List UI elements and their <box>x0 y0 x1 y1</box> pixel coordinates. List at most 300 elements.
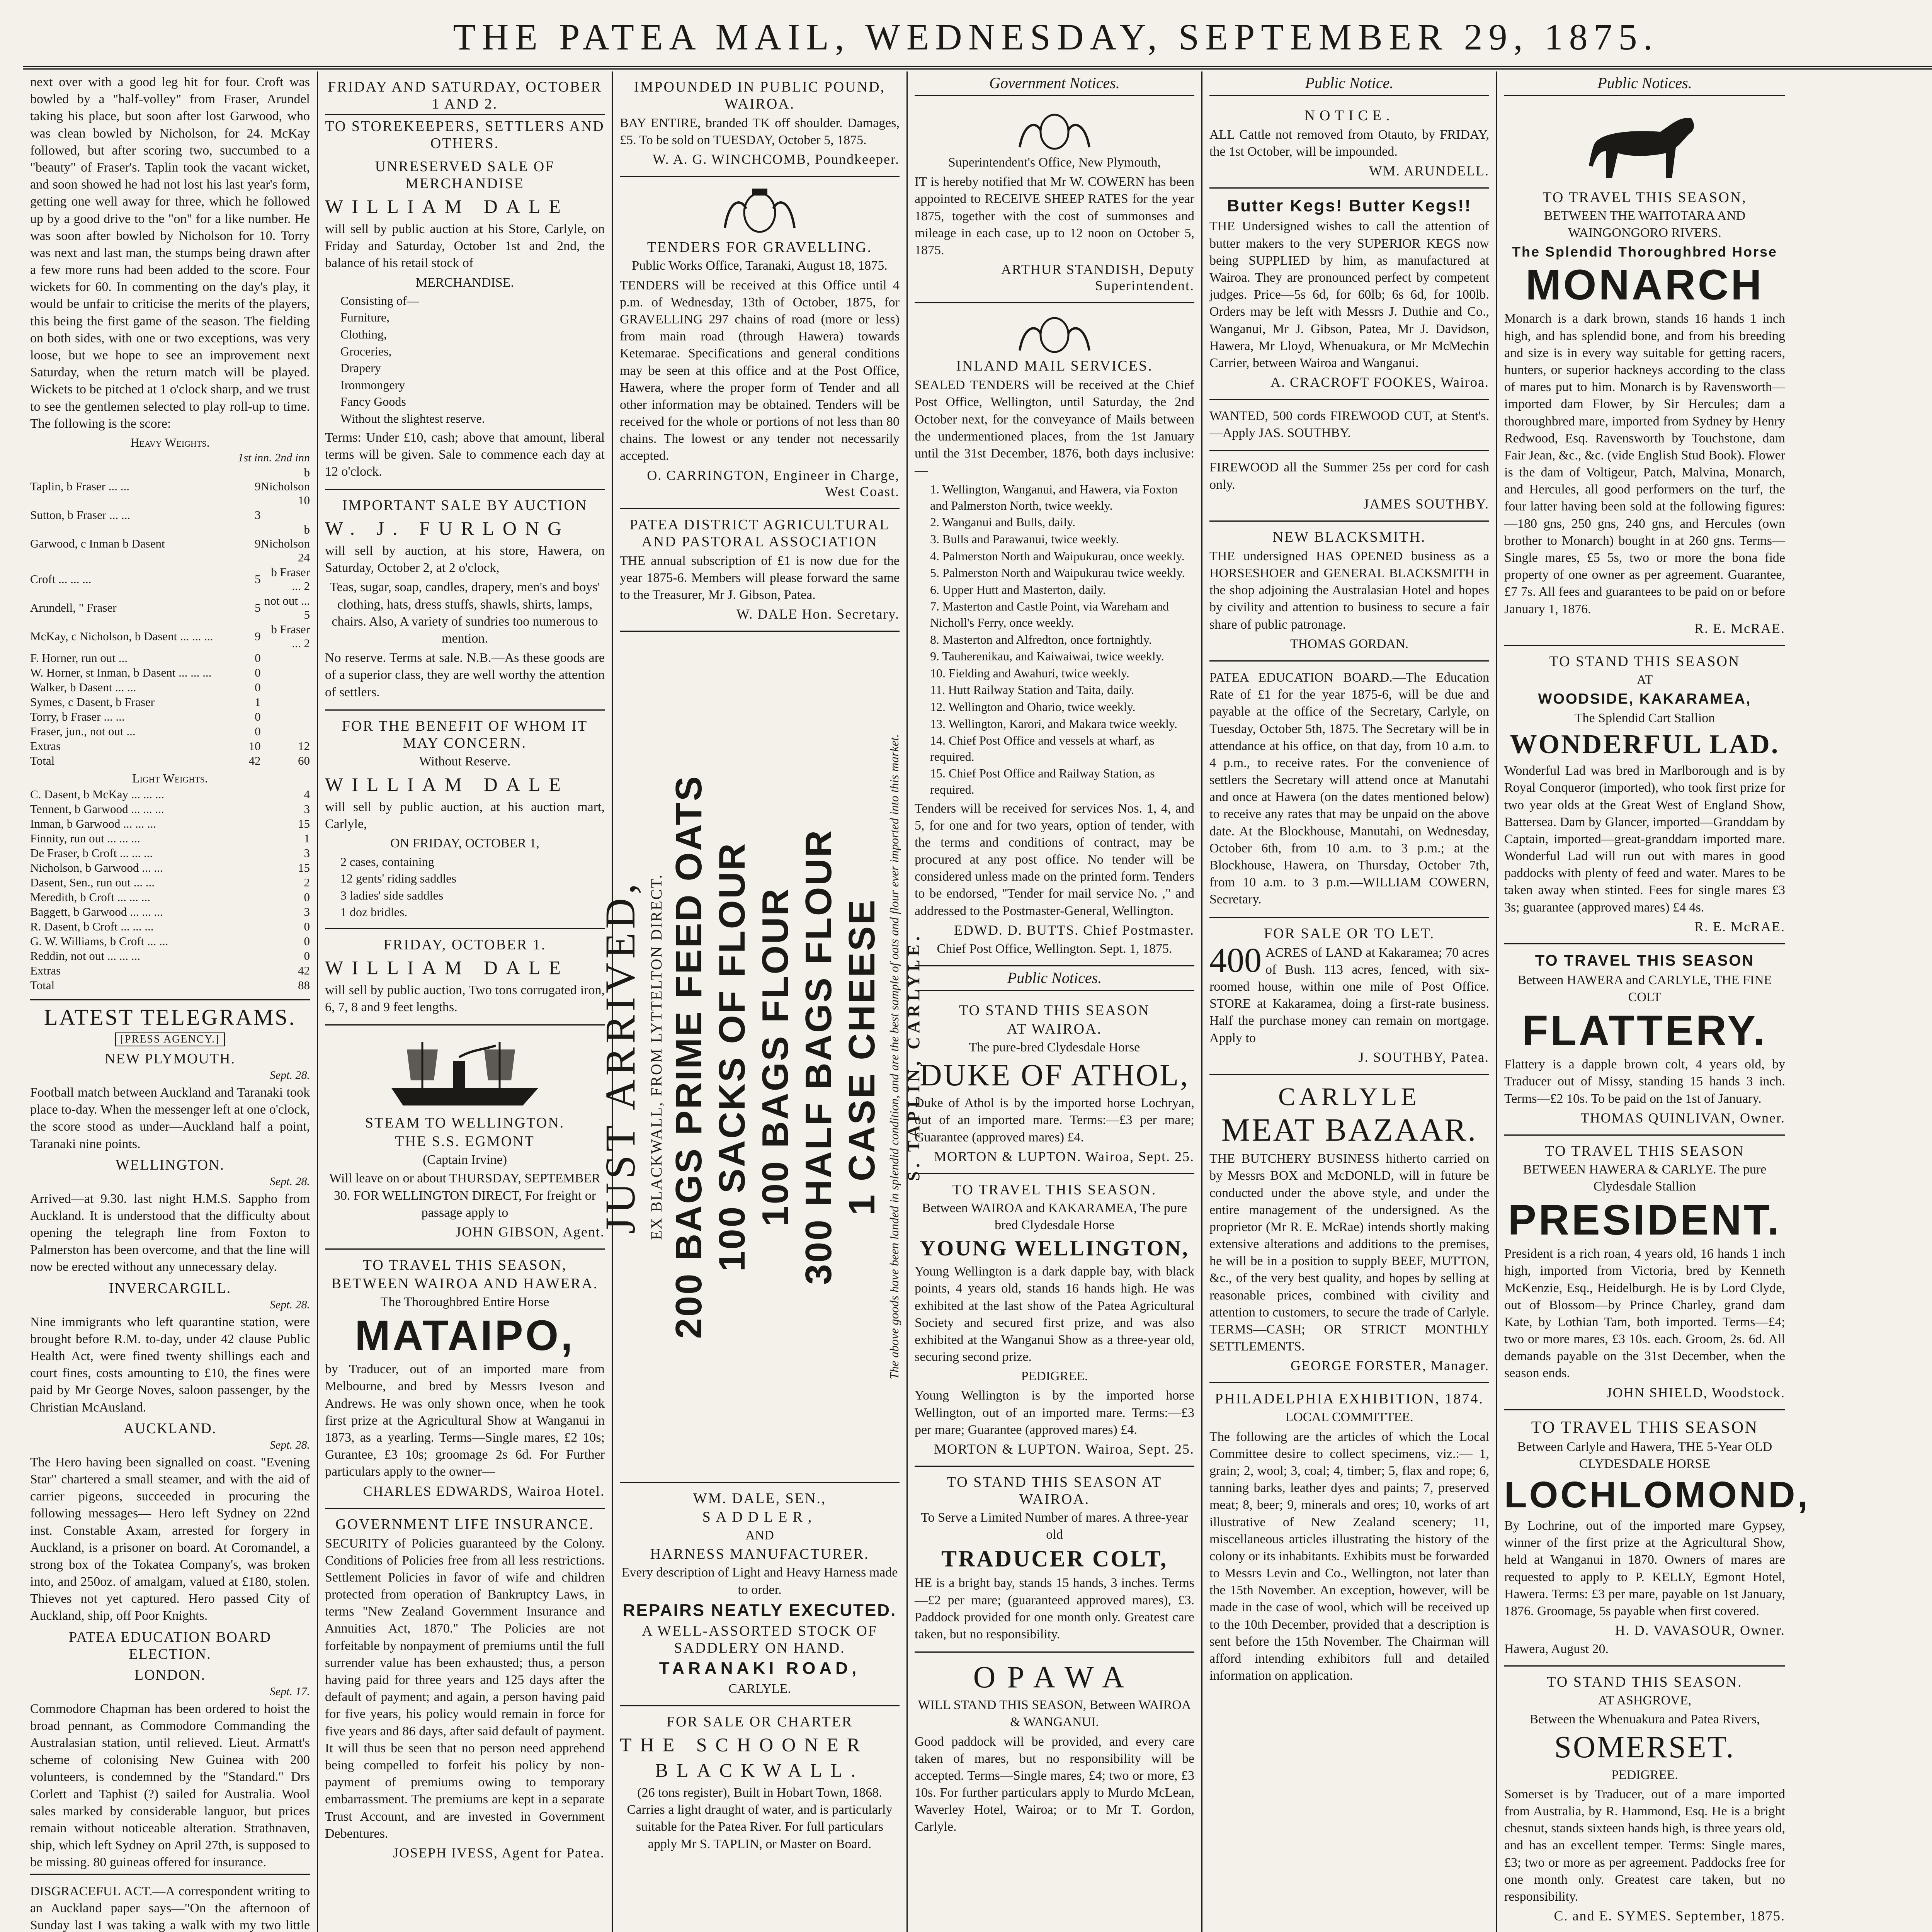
mail-text: SEALED TENDERS will be received at the Chief Post Office, Wellington, until Saturday, the 2nd October next, for the conveyance of Mails between the undermentioned places, from the 1st January until the 31st December, 1876, both days inclusive:— <box>915 378 1194 478</box>
column-2 <box>318 71 613 1932</box>
mataipo-to: TO TRAVEL THIS SEASON, <box>362 1257 567 1273</box>
heavy-weights-table <box>30 465 310 768</box>
smith-head: NEW BLACKSMITH. <box>1272 529 1426 545</box>
wl-place: WOODSIDE, KAKARAMEA, <box>1538 690 1752 707</box>
smith-text: THE undersigned HAS OPENED business as a HORSESHOER and GENERAL BLACKSMITH in the shop adjoining the Australasian Hotel and hopes by civility and attention to business to secure a fair share of public patronage. <box>1209 549 1489 632</box>
pr-name: PRESIDENT. <box>1508 1196 1782 1244</box>
lo-to: TO TRAVEL THIS SEASON <box>1531 1417 1759 1437</box>
sale1-head: UNRESERVED SALE OF MERCHANDISE <box>375 158 555 192</box>
saddler-trade: SADDLER, <box>702 1509 817 1526</box>
score-second <box>261 724 310 739</box>
telegram-place: WELLINGTON. <box>116 1156 224 1173</box>
mail-head: INLAND MAIL SERVICES. <box>956 358 1153 374</box>
trad-name: TRADUCER COLT, <box>941 1546 1168 1572</box>
telegram-place: INVERCARGILL. <box>109 1280 231 1296</box>
list-item: Consisting of— <box>340 293 419 308</box>
steam-ship: THE S.S. EGMONT <box>395 1133 535 1150</box>
royal-arms-icon <box>620 185 900 236</box>
v-line: 100 SACKS OF FLOUR <box>711 842 753 1272</box>
column-4 <box>908 71 1202 1932</box>
ad-merchandise-sale <box>325 71 605 490</box>
fl-between: Between HAWERA and CARLYLE, THE FINE COLT <box>1517 973 1772 1004</box>
crest-icon-2 <box>915 312 1194 354</box>
list-item: 5. Palmerston North and Waipukurau twice weekly. <box>930 566 1185 580</box>
score-second: not out ... 5 <box>264 594 310 621</box>
trad-to: TO STAND THIS SEASON AT WAIROA. <box>947 1474 1162 1508</box>
steam-capt: (Captain Irvine) <box>422 1153 507 1167</box>
wl-name: WONDERFUL LAD. <box>1510 730 1780 760</box>
agri-head: PATEA DISTRICT AGRICULTURAL AND PASTORAL ASSOCIATION <box>629 516 890 550</box>
table-row <box>30 875 310 890</box>
sheep-sign: ARTHUR STANDISH, Deputy Superintendent. <box>1001 262 1194 294</box>
score-name: Meredith, b Croft ... ... ... <box>30 890 150 904</box>
score-first: 10 <box>248 739 261 753</box>
ad-flattery <box>1504 944 1785 1136</box>
score-first: 1 <box>304 831 310 845</box>
list-item: 1. Wellington, Wanganui, and Hawera, via Foxton and Palmerston North, twice weekly. <box>930 482 1178 512</box>
ad-firewood-sale <box>1209 451 1489 521</box>
table-row <box>30 739 310 753</box>
athol-sub: The pure-bred Clydesdale Horse <box>969 1040 1140 1055</box>
light-weights-table <box>30 787 310 993</box>
sale1-text: will sell by public auction at his Store, Carlyle, on Friday and Saturday, October 1st and 2nd, the balance of his retail stock of <box>325 222 605 270</box>
score-first: 15 <box>298 861 310 874</box>
sale2-text: will sell by auction, at his store, Hawera, on Saturday, October 2, at 2 o'clock, <box>325 544 605 575</box>
score-second: b Nicholson 10 <box>260 465 310 507</box>
ad-just-arrived <box>597 632 923 1483</box>
score-name: W. Horner, st Inman, b Dasent ... ... ... <box>30 665 212 679</box>
telegram-text: The Hero having been signalled on coast. "Evening Star" chartered a small steamer, and with the aid of carrier pigeons, succeeded in procuring the following messages— Hero left Sydney on 22nd inst. Constable Axam, arrested for forgery in Auckland, is a prisoner on board. At Coromandel, a strong box of the Tokatea Company's, was broken into, and 250oz. of amalgam, valued at £180, stolen. Thieves not yet captured. Hero passed City of Auckland, ship, off Poor Knights. <box>30 1455 310 1623</box>
score-first: 3 <box>255 508 261 522</box>
public-notices-head: Public Notices. <box>915 966 1194 991</box>
table-row <box>30 919 310 934</box>
score-first: 1 <box>255 695 261 709</box>
score-first: 4 <box>304 787 310 801</box>
schooner-head: FOR SALE OR CHARTER <box>666 1713 853 1730</box>
so-pedigree: PEDIGREE. <box>1611 1767 1678 1782</box>
ins-text: SECURITY of Policies guaranteed by the Colony. Conditions of Policies free from all less restrictions. Settlement Policies in favor of wife and children protected from operation of Bankruptcy Laws, in terms "New Zealand Government Insurance and Annuities Act, 1870." The Policies are not forfeitable by nonpayment of premiums until the full surrender value has been exhausted; thus, a person having paid for three years and 125 days after the default of payment; and again, a person having paid for five years, his policy would remain in force for five years and 86 days, after said default of payment. It will thus be seen that no person need apprehend being compelled to forfeit his policy by non-payment of premiums owing to temporary embarrassment. The premiums are kept in a separate Trust Account, and are invested in Government Debentures. <box>325 1536 605 1841</box>
telegram-text: Commodore Chapman has been ordered to hoist the broad pennant, as Commodore Commanding the Australasian station, until relieved. Lieut. Armatt's scheme of colonising New Guinea with 200 volunteers, is condemned by the "Standard." Drs Corlett and Taphist (?) sailed for Australia. Wool sales marked by considerable languor, but prices remain without noticeable alteration. Strathnaven, ship, which left Sydney on April 27th, is supposed to be missing. 80 guineas offered for insurance. <box>30 1701 310 1870</box>
score-name: Inman, b Garwood ... ... ... <box>30 816 156 830</box>
score-name: Fraser, jun., not out ... <box>30 724 136 738</box>
v-sub: EX BLACKWALL, FROM LYTTELTON DIRECT. <box>648 874 665 1240</box>
disgraceful-text: DISGRACEFUL ACT.—A correspondent writing to an Auckland paper says—"On the afternoon of Sunday last I was taking a walk with my two little <box>30 1884 310 1932</box>
phil-head: PHILADELPHIA EXHIBITION, 1874. <box>1215 1391 1484 1407</box>
saddler-trade2: HARNESS MANUFACTURER. <box>650 1546 869 1563</box>
ad-inland-mail <box>915 303 1194 966</box>
score-name: Baggett, b Garwood ... ... ... <box>30 905 163 918</box>
lo-name: LOCHLOMOND, <box>1504 1474 1810 1515</box>
bazaar-sign: GEORGE FORSTER, Manager. <box>1291 1358 1489 1374</box>
score-name: Extras <box>30 739 61 753</box>
table-row <box>30 594 310 622</box>
score-name: Reddin, not out ... ... ... <box>30 949 141 963</box>
score-second <box>261 651 310 665</box>
score-second: b Fraser ... 2 <box>271 622 310 650</box>
ad-saddler <box>620 1483 900 1706</box>
land-body <box>1209 941 1489 1047</box>
list-item: 13. Wellington, Karori, and Makara twice weekly. <box>930 716 1177 731</box>
list-item: 12 gents' riding saddles <box>340 871 456 886</box>
score-name: Walker, b Dasent ... ... <box>30 680 136 694</box>
telegram-item <box>30 1050 310 1153</box>
list-item: 9. Tauherenikau, and Kaiwaiwai, twice weekly. <box>930 649 1164 663</box>
bazaar-head: CARLYLE <box>1278 1082 1420 1111</box>
table-row <box>30 831 310 846</box>
telegram-date: Sept. 28. <box>269 1175 310 1188</box>
ad-furlong-auction <box>325 490 605 711</box>
sale1-terms: Terms: Under £10, cash; above that amount, liberal terms will be given. Sale to commence each day at 12 o'clock. <box>325 430 605 479</box>
table-row <box>30 522 310 565</box>
score-name: C. Dasent, b McKay ... ... ... <box>30 787 164 801</box>
score-first: 42 <box>298 963 310 977</box>
horse-icon <box>1504 109 1785 186</box>
v-foot: The above goods have been landed in splendid condition, and are the best sample of oats and flour ever imported into this market. <box>887 734 901 1380</box>
sale3-date: ON FRIDAY, OCTOBER 1, <box>390 836 539 851</box>
columns <box>23 71 1932 1932</box>
press-agency: [PRESS AGENCY.] <box>115 1032 225 1046</box>
v-line: 200 BAGS PRIME FEED OATS <box>668 775 709 1339</box>
table-row <box>30 622 310 651</box>
score-first: 42 <box>248 753 261 767</box>
table-row <box>30 709 310 724</box>
sale3-items <box>325 854 605 920</box>
score-first: 9 <box>255 536 261 550</box>
gov-notices-head: Government Notices. <box>915 71 1194 96</box>
athol-name: DUKE OF ATHOL, <box>919 1058 1190 1093</box>
saddler-repairs: REPAIRS NEATLY EXECUTED. <box>622 1600 897 1620</box>
fl-name: FLATTERY. <box>1522 1007 1767 1055</box>
notice-text: ALL Cattle not removed from Otauto, by FRIDAY, the 1st October, will be impounded. <box>1209 128 1489 159</box>
ad-butter-kegs <box>1209 189 1489 400</box>
column-1 <box>23 71 318 1932</box>
ad-land-sale <box>1209 918 1489 1075</box>
list-item: 3. Bulls and Parawanui, twice weekly. <box>930 532 1119 546</box>
ad-meat-bazaar <box>1209 1075 1489 1384</box>
list-item: 11. Hutt Railway Station and Taita, daily. <box>930 683 1134 697</box>
table-row <box>30 816 310 831</box>
score-name: Tennent, b Garwood ... ... ... <box>30 802 164 816</box>
agri-sign: W. DALE Hon. Secretary. <box>736 606 900 622</box>
score-first: 0 <box>304 919 310 933</box>
telegram-item <box>30 1629 310 1663</box>
v-sign: S. TAPLIN, CARLYLE. <box>904 932 923 1181</box>
wl-sign: R. E. McRAE. <box>1694 918 1785 934</box>
sale2-name: W. J. FURLONG <box>325 517 570 539</box>
trad-text: HE is a bright bay, stands 15 hands, 3 inches. Terms—£2 per mare; (guaranteed approved mares), £3. Paddock provided for one month only. Greatest care taken, but no responsibility. <box>915 1576 1194 1641</box>
yw-text: Young Wellington is a dark dapple bay, with black points, 4 years old, stands 16 hands high. He was exhibited at the last show of the Patea Agricultural Society and secured first prize, and was also exhibited at the Wanganui Show as a three-year old, securing second prize. <box>915 1264 1194 1364</box>
telegram-item <box>30 1667 310 1871</box>
ad-cattle-notice <box>1209 100 1489 189</box>
schooner-name: BLACKWALL. <box>655 1759 864 1781</box>
telegram-text: Football match between Auckland and Taranaki took place to-day. When the messenger left at one o'clock, the score stood as under—Auckland half a point, Taranaki nine points. <box>30 1085 310 1151</box>
sheep-office: Superintendent's Office, New Plymouth, <box>948 155 1161 170</box>
list-item: 8. Masterton and Alfredton, once fortnightly. <box>930 632 1152 646</box>
mail-list <box>915 481 1194 798</box>
mataipo-text: by Traducer, out of an imported mare from Melbourne, and bred by Messrs Iveson and Andrews. He was only shown once, when he took first prize at the Agricultural Show at Wanganui in 1873, as a yearling. Terms—Single mares, £2 10s; Gurantee, £3 10s; groomage 2s 6d. For Further particulars apply to the owner— <box>325 1362 605 1479</box>
fire-text: WANTED, 500 cords FIREWOOD CUT, at Stent's.—Apply JAS. SOUTHBY. <box>1209 409 1489 440</box>
sale1-name: WILLIAM DALE <box>325 196 569 217</box>
saddler-road: TARANAKI ROAD, <box>659 1658 861 1678</box>
sale1-merch: MERCHANDISE. <box>415 275 514 290</box>
agri-text: THE annual subscription of £1 is now due for the year 1875-6. Members will please forward the same to the Treasurer, Mr J. Gibson, Patea. <box>620 553 900 602</box>
disgraceful-act <box>30 1874 310 1932</box>
grav-office: Public Works Office, Taranaki, August 18, 1875. <box>632 259 888 273</box>
saddler-and: AND <box>745 1528 774 1543</box>
ad-opawa <box>915 1653 1194 1844</box>
lo-date: Hawera, August 20. <box>1504 1642 1609 1656</box>
score-name: De Fraser, b Croft ... ... ... <box>30 846 153 860</box>
list-item: Drapery <box>340 361 381 375</box>
athol-to: TO STAND THIS SEASON <box>959 1002 1150 1019</box>
score-first: 3 <box>304 846 310 860</box>
land-sign: J. SOUTHBY, Patea. <box>1358 1049 1489 1065</box>
table-row <box>30 465 310 508</box>
opawa-name: OPAWA <box>973 1660 1136 1695</box>
mail-sign: EDWD. D. BUTTS. Chief Postmaster. <box>954 922 1194 938</box>
so-at: AT ASHGROVE, <box>1598 1693 1692 1708</box>
telegram-date: Sept. 28. <box>269 1438 310 1451</box>
sale3-head: FOR THE BENEFIT OF WHOM IT MAY CONCERN. <box>342 718 588 751</box>
score-first: 9 <box>255 629 261 643</box>
athol-text: Duke of Athol is by the imported horse Lochryan, out of an imported mare. Terms:—£3 per mare; Guarantee (approved mares) £4. <box>915 1096 1194 1145</box>
list-item: Furniture, <box>340 310 390 325</box>
mon-between: BETWEEN THE WAITOTARA AND WAINGONGORO RIVERS. <box>1544 209 1746 240</box>
score-name: G. W. Williams, b Croft ... ... <box>30 934 168 948</box>
ad-firewood-wanted <box>1209 400 1489 451</box>
list-item: 2. Wanganui and Bulls, daily. <box>930 515 1076 529</box>
yw-between: Between WAIROA and KAKARAMEA, The pure bred Clydesdale Horse <box>922 1201 1187 1232</box>
list-item: 10. Fielding and Awahuri, twice weekly. <box>930 666 1129 680</box>
schooner-text: (26 tons register), Built in Hobart Town, 1868. Carries a light draught of water, and is particularly suitable for the Patea River. For full particulars apply Mr S. TAPLIN, or Master on Board. <box>627 1785 893 1851</box>
score-name: Sutton, b Fraser ... ... <box>30 508 131 522</box>
table-row <box>30 861 310 875</box>
ad-iron-sale <box>325 929 605 1026</box>
ad-president <box>1504 1136 1785 1410</box>
v-line: 1 CASE CHEESE <box>841 898 883 1216</box>
ad-insurance <box>325 1509 605 1869</box>
score-first: 0 <box>304 949 310 963</box>
telegram-text: Arrived—at 9.30. last night H.M.S. Sappho from Auckland. It is understood that the difficulty about opening the telegraph line from Foxton to Palmerston has been overcome, and that the line will now be erected without any unnecessary delay. <box>30 1191 310 1274</box>
ad-monarch <box>1504 100 1785 646</box>
score-first: 0 <box>304 934 310 948</box>
saddler-stock: A WELL-ASSORTED STOCK OF SADDLERY ON HAND. <box>642 1622 878 1656</box>
table-row <box>30 508 310 522</box>
table-row <box>30 949 310 963</box>
score-first: 3 <box>304 802 310 816</box>
list-item: 12. Wellington and Ohario, twice weekly. <box>930 699 1136 714</box>
score-first: 88 <box>298 978 310 992</box>
sale4-date: FRIDAY, OCTOBER 1. <box>383 936 546 953</box>
list-item: 15. Chief Post Office and Railway Station, as required. <box>930 766 1155 796</box>
so-text: Somerset is by Traducer, out of a mare imported from Australia, by R. Hammond, Esq. He is a bright chesnut, stands sixteen hands high, is three years old, and has an excellent temper. Terms: Single mares, £3; two or more as per agreement. Paddocks free for one month only. Greatest care taken, but no responsibility. <box>1504 1787 1785 1904</box>
light-weights-title: Light Weights. <box>132 771 208 785</box>
score-first: 0 <box>304 890 310 904</box>
lo-sign: H. D. VAVASOUR, Owner. <box>1615 1622 1785 1638</box>
ad-saddles-sale <box>325 711 605 929</box>
score-second <box>261 680 310 695</box>
pr-between: BETWEEN HAWERA & CARLYE. The pure Clydesdale Stallion <box>1523 1162 1767 1194</box>
edu-text: PATEA EDUCATION BOARD.—The Education Rate of £1 for the year 1875-6, will be due and payable at the office of the Secretary, Carlyle, on Tuesday, October 5th, 1875. The Secretary will be in attendance at his office, on that day, from 10 a.m. to 4 p.m., to receive rates. For the convenience of settlers the Secretary will attend once at Manutahi and once at Hawera (on the dates mentioned below) to receive any rates that may be unpaid on the above date. At the Blockhouse, Manutahi, on Wednesday, October 6th, from 10 a.m. to 3 p.m.; at the Blockhouse, Hawera, on Thursday, October 7th, from 10 a.m. to 3 p.m.—WILLIAM COWERN, Secretary. <box>1209 670 1489 907</box>
masthead-title: THE PATEA MAIL, WEDNESDAY, SEPTEMBER 29, 1875. <box>453 16 1659 58</box>
bazaar-name: MEAT BAZAAR. <box>1221 1112 1478 1148</box>
sale1-items <box>325 293 605 427</box>
list-item: 1 doz bridles. <box>340 905 408 919</box>
fl-to: TO TRAVEL THIS SEASON <box>1535 952 1755 969</box>
list-item: Without the slightest reserve. <box>340 411 485 425</box>
table-row <box>30 890 310 905</box>
ad-sheep-rates <box>915 100 1194 303</box>
sale2-terms: No reserve. Terms at sale. N.B.—As these goods are of a superior class, they are well worthy the attention of settlers. <box>325 651 605 699</box>
so-to: TO STAND THIS SEASON. <box>1547 1674 1743 1690</box>
so-between: Between the Whenuakura and Patea Rivers, <box>1529 1712 1760 1726</box>
telegrams-title: LATEST TELEGRAMS. <box>30 999 310 1030</box>
land-head: FOR SALE OR TO LET. <box>1264 925 1435 942</box>
score-name: R. Dasent, b Croft ... ... ... <box>30 919 154 933</box>
phil-sub: LOCAL COMMITTEE. <box>1285 1410 1413 1425</box>
score-second <box>261 508 310 522</box>
telegram-place: AUCKLAND. <box>123 1420 217 1437</box>
ins-head: GOVERNMENT LIFE INSURANCE. <box>335 1516 594 1532</box>
athol-at: AT WAIROA. <box>1007 1021 1102 1037</box>
table-row <box>30 565 310 594</box>
score-name: Dasent, Sen., run out ... ... <box>30 875 155 889</box>
schooner-the: THE SCHOONER <box>620 1733 869 1755</box>
score-second: b Nicholson 24 <box>260 522 310 564</box>
score-first: 0 <box>255 665 261 679</box>
land-num: 400 <box>1209 941 1262 980</box>
telegram-item <box>30 1420 310 1625</box>
table-row <box>30 963 310 978</box>
score-first: 0 <box>255 651 261 665</box>
butter-text: THE Undersigned wishes to call the attention of butter makers to the very SUPERIOR KEGS now being SUPPLIED by him, as manufactured at Wairoa. They are pronounced perfect by competent judges. Price—5s 6d, for 60lb; 6s 6d, for 100lb. Orders may be left with Messrs J. Duthie and Co., Wanganui, Mr J. Gibson, Patea, Mr J. Davidson, Hawera, Mr Lloyd, Whenuakura, or Mr McMechin Carrier, between Wairoa and Wanganui. <box>1209 219 1489 370</box>
table-row <box>30 753 310 768</box>
ad-gravelling <box>620 177 900 509</box>
list-item: Clothing, <box>340 327 387 341</box>
steam-head: STEAM TO WELLINGTON. <box>365 1115 565 1131</box>
ad-schooner <box>620 1706 900 1861</box>
saddler-place: CARLYLE. <box>728 1681 791 1696</box>
ad-young-wellington <box>915 1174 1194 1467</box>
pound-sign: W. A. G. WINCHCOMB, Poundkeeper. <box>653 151 900 167</box>
score-name: Torry, b Fraser ... ... <box>30 709 125 723</box>
wl-at: AT <box>1636 672 1653 687</box>
score-first: 5 <box>255 572 261 586</box>
score-name: Taplin, b Fraser ... ... <box>30 479 129 493</box>
mon-to: TO TRAVEL THIS SEASON, <box>1543 189 1747 206</box>
list-item: Ironmongery <box>340 378 405 392</box>
sale1-to: TO STOREKEEPERS, SETTLERS AND OTHERS. <box>325 114 605 152</box>
v-title: JUST ARRIVED, <box>597 879 644 1234</box>
grav-head: TENDERS FOR GRAVELLING. <box>647 239 872 256</box>
mail-text2: Tenders will be received for services Nos. 1, 4, and 5, for one and for two years, option of tender, with the terms and conditions of contract, may be procured at any post office. No tender will be considered unless made on the printed form. Tenders to be endorsed, "Tender for mail service No. ," and addressed to the Postmaster-General, Wellington. <box>915 801 1194 918</box>
score-name: Total <box>30 753 55 767</box>
so-name: SOMERSET. <box>1554 1730 1735 1764</box>
lo-text: By Lochrine, out of the imported mare Gypsey, winner of the first prize at the Agricultural Show, held at Wanganui in 1870. Owners of mares are requested to apply to P. KELLY, Egmont Hotel, Hawera. Terms: £3 per mare, payable on 1st January, 1876. Groomage, 5s payable when first covered. <box>1504 1519 1785 1618</box>
grav-sign: O. CARRINGTON, Engineer in Charge, West Coast. <box>647 467 900 499</box>
table-row <box>30 978 310 993</box>
wl-sub: The Splendid Cart Stallion <box>1574 711 1715 725</box>
sale4-text: will sell by public auction, Two tons corrugated iron, 6, 7, 8 and 9 feet lengths. <box>325 983 605 1015</box>
score-second: 12 <box>298 739 310 753</box>
pr-to: TO TRAVEL THIS SEASON <box>1545 1143 1745 1159</box>
score-first: 15 <box>298 816 310 830</box>
list-item: 7. Masterton and Castle Point, via Wareham and Nicholl's Ferry, once weekly. <box>930 599 1169 629</box>
steam-text: Will leave on or about THURSDAY, SEPTEMBER 30. FOR WELLINGTON DIRECT, For freight or passage apply to <box>329 1171 600 1220</box>
telegram-text: Nine immigrants who left quarantine station, were brought before R.M. to-day, under 42 clause Public Health Act, were fined twenty shillings each and court fines, costs amounting to £10, the fines were paid by Mr George Noves, saloon passenger, by the Christian McAusland. <box>30 1315 310 1415</box>
crest-icon <box>915 109 1194 151</box>
grav-text: TENDERS will be received at this Office until 4 p.m. of Wednesday, 13th of October, 1875, for GRAVELLING 297 chains of road (more or less) from main road (through Hawera) towards Ketemarae. Specifications and general conditions may be seen at this office and at the Post Office, Hawera, where the proper form of Tender and all other information may be obtained. Tenders will be received for the whole or portions of not less than 80 chains. The lowest or any tender not necessarily accepted. <box>620 278 900 463</box>
table-row <box>30 802 310 816</box>
sale3-text: will sell by public auction, at his auction mart, Carlyle, <box>325 799 605 832</box>
score-first: 9 <box>255 479 261 493</box>
sale3-name: WILLIAM DALE <box>325 773 569 795</box>
telegram-place: PATEA EDUCATION BOARD ELECTION. <box>68 1629 272 1662</box>
fire2-sign: JAMES SOUTHBY. <box>1363 496 1489 512</box>
mon-sign: R. E. McRAE. <box>1694 620 1785 636</box>
notice-sign: WM. ARUNDELL. <box>1369 163 1489 179</box>
ad-somerset <box>1504 1667 1785 1932</box>
butter-sign: A. CRACROFT FOOKES, Wairoa. <box>1270 374 1489 390</box>
ad-mataipo <box>325 1250 605 1509</box>
mail-date: Chief Post Office, Wellington. Sept. 1, 1875. <box>937 941 1172 956</box>
score-second <box>261 709 310 724</box>
score-name: Extras <box>30 963 61 977</box>
score-first: 3 <box>304 905 310 918</box>
score-name: F. Horner, run out ... <box>30 651 128 665</box>
heavy-weights-title: Heavy Weights. <box>130 435 210 449</box>
score-name: Nicholson, b Garwood ... ... <box>30 861 163 874</box>
ad-wonderful-lad <box>1504 646 1785 944</box>
ad-traducer-colt <box>915 1467 1194 1653</box>
ad-blacksmith <box>1209 522 1489 662</box>
wl-text: Wonderful Lad was bred in Marlborough and is by Royal Conqueror (imported), who took first prize for two year olds at the Great West of England Show, Battersea. Dam by Glancer, imported—Granddam by Captain, imported—great-granddam imported mare. Wonderful Lad will run out with mares in good paddocks with plenty of feed and water. Mares to be taken away when stinted. Fees for single mares £3 3s; guarantee (approved mares) £4 4s. <box>1504 764 1785 915</box>
sheep-text: IT is hereby notified that Mr W. COWERN has been appointed to RECEIVE SHEEP RATES for the year 1875, together with the cost of summonses and mileage in each case, up to 12 noon on October 5, 1875. <box>915 175 1194 257</box>
telegram-date: Sept. 28. <box>269 1068 310 1082</box>
list-item: 4. Palmerston North and Waipukurau, once weekly. <box>930 549 1185 563</box>
sale2-head: IMPORTANT SALE BY AUCTION <box>342 497 588 514</box>
score-second: 60 <box>298 753 310 767</box>
column-6 <box>1497 71 1810 1932</box>
pound-head: IMPOUNDED IN PUBLIC POUND, WAIROA. <box>634 79 886 112</box>
fl-text: Flattery is a dapple brown colt, 4 years old, by Traducer out of Missy, standing 15 hands 3 inch. Terms—£2 10s. To be paid on the 1st of January. <box>1504 1057 1785 1106</box>
v-lines <box>668 641 883 1472</box>
table-row <box>30 934 310 949</box>
v-line: 100 BAGS FLOUR <box>755 887 796 1226</box>
mataipo-between: BETWEEN WAIROA AND HAWERA. <box>331 1276 599 1292</box>
score-second <box>261 695 310 709</box>
list-item: 6. Upper Hutt and Masterton, daily. <box>930 582 1106 597</box>
yw-sign: MORTON & LUPTON. Wairoa, Sept. 25. <box>934 1441 1194 1457</box>
score-second: b Fraser ... 2 <box>271 565 310 593</box>
score-first: 0 <box>255 680 261 694</box>
score-name: Symes, c Dasent, b Fraser <box>30 695 155 709</box>
list-item: 14. Chief Post Office and vessels at wharf, as required. <box>930 733 1155 764</box>
steam-sign: JOHN GIBSON, Agent. <box>455 1224 605 1240</box>
masthead <box>23 8 1932 70</box>
score-first: 0 <box>255 724 261 738</box>
steamship-icon <box>325 1034 605 1111</box>
trad-sub: To Serve a Limited Number of mares. A three-year old <box>921 1510 1188 1542</box>
just-arrived-rotated <box>596 641 923 1472</box>
table-row <box>30 665 310 680</box>
butter-head: Butter Kegs! Butter Kegs!! <box>1227 196 1472 216</box>
score-name: Total <box>30 978 55 992</box>
telegram-list <box>30 1050 310 1871</box>
mon-sub: The Splendid Thoroughbred Horse <box>1512 244 1777 260</box>
sale1-date: FRIDAY AND SATURDAY, OCTOBER 1 AND 2. <box>328 79 602 112</box>
pr-sign: JOHN SHIELD, Woodstock. <box>1606 1384 1785 1400</box>
